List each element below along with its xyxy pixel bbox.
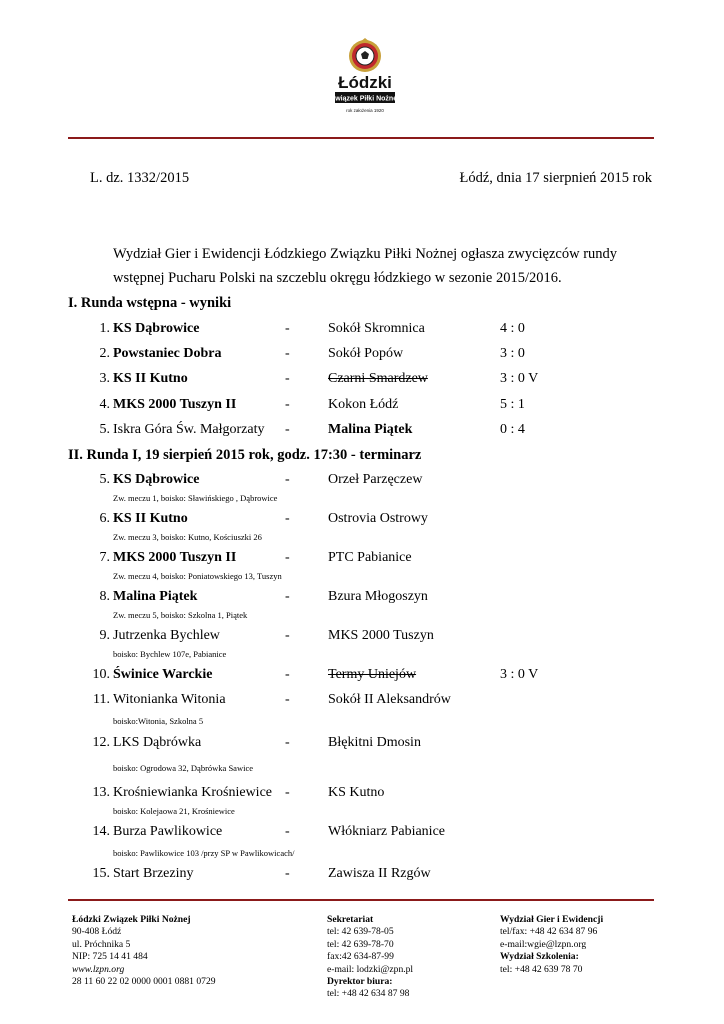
away-team: PTC Pabianice xyxy=(328,550,412,565)
separator-dash: - xyxy=(285,824,290,839)
venue-note: boisko:Witonia, Szkolna 5 xyxy=(113,716,204,726)
match-result: 3 : 0 xyxy=(500,346,525,361)
separator-dash: - xyxy=(285,397,290,412)
match-number: 11. xyxy=(93,692,110,707)
document-reference: L. dz. 1332/2015 xyxy=(90,170,190,186)
home-team: Witonianka Witonia xyxy=(113,692,226,707)
table-row xyxy=(0,511,724,529)
separator-dash: - xyxy=(285,667,290,682)
footer-org-name: Łódzki Związek Piłki Nożnej xyxy=(72,914,191,925)
home-team: Burza Pawlikowice xyxy=(113,824,223,839)
section-1-title: I. Runda wstępna - wyniki xyxy=(68,295,232,311)
home-team: MKS 2000 Tuszyn II xyxy=(113,550,237,565)
home-team: Malina Piątek xyxy=(113,589,198,604)
separator-dash: - xyxy=(285,422,290,437)
footer-address xyxy=(72,914,216,988)
table-row xyxy=(0,785,724,803)
home-team: Krośniewianka Krośniewice xyxy=(113,785,273,800)
home-team: LKS Dąbrówka xyxy=(113,735,202,750)
table-row xyxy=(0,824,724,842)
footer-email-link[interactable]: e-mail: lodzki@zpn.pl xyxy=(327,963,414,975)
home-team: MKS 2000 Tuszyn II xyxy=(113,397,237,412)
home-team: Start Brzeziny xyxy=(113,866,194,881)
logo-title: Łódzki xyxy=(338,73,392,92)
venue-note: Zw. meczu 4, boisko: Poniatowskiego 13, Tuszyn xyxy=(113,571,282,581)
away-team: Włókniarz Pabianice xyxy=(328,824,446,839)
match-number: 13. xyxy=(92,785,110,800)
separator-dash: - xyxy=(285,321,290,336)
table-row xyxy=(0,472,724,490)
match-number: 8. xyxy=(99,589,110,604)
footer-director-tel: tel: +48 42 634 87 98 xyxy=(327,988,410,1000)
match-number: 14. xyxy=(92,824,110,839)
header-rule xyxy=(68,137,654,139)
away-team: Termy Uniejów xyxy=(328,667,417,682)
home-team: KS II Kutno xyxy=(113,511,188,526)
footer-director-title: Dyrektor biura: xyxy=(327,976,393,988)
venue-note: boisko: Bychlew 107e, Pabianice xyxy=(113,649,227,659)
venue-note: Zw. meczu 5, boisko: Szkolna 1, Piątek xyxy=(113,610,248,620)
footer-secretariat xyxy=(327,914,413,1001)
table-row xyxy=(0,735,724,753)
away-team: Sokół Popów xyxy=(328,346,404,361)
footer-nip: NIP: 725 14 41 484 xyxy=(72,951,148,963)
logo-subtitle: Związek Piłki Nożnej xyxy=(330,95,400,103)
match-number: 3. xyxy=(99,371,110,386)
footer-tel-1: tel: 42 639-78-05 xyxy=(327,926,394,938)
venue-note: Zw. meczu 3, boisko: Kutno, Kościuszki 26 xyxy=(113,532,262,542)
footer-postal: 90-408 Łódź xyxy=(72,926,122,938)
footer-fax: fax:42 634-87-99 xyxy=(327,951,394,963)
intro-line-1: Wydział Gier i Ewidencji Łódzkiego Związku Piłki Nożnej ogłasza zwycięzców rundy xyxy=(113,246,618,262)
home-team: Świnice Warckie xyxy=(113,667,213,682)
away-team: Czarni Smardzew xyxy=(328,371,428,386)
table-row xyxy=(0,422,724,440)
home-team: Jutrzenka Bychlew xyxy=(113,628,220,643)
separator-dash: - xyxy=(285,550,290,565)
footer-rule xyxy=(68,899,654,901)
intro-line-2: wstępnej Pucharu Polski na szczeblu okręgu łódzkiego w sezonie 2015/2016. xyxy=(113,270,562,286)
table-row xyxy=(0,589,724,607)
away-team: KS Kutno xyxy=(328,785,385,800)
away-team: Malina Piątek xyxy=(328,422,413,437)
away-team: Kokon Łódź xyxy=(328,397,399,412)
match-result: 4 : 0 xyxy=(500,321,525,336)
document-date: Łódź, dnia 17 sierpnień 2015 rok xyxy=(459,170,652,186)
footer-training-title: Wydział Szkolenia: xyxy=(500,951,579,963)
separator-dash: - xyxy=(285,371,290,386)
match-number: 2. xyxy=(99,346,110,361)
match-number: 10. xyxy=(92,667,110,682)
match-number: 15. xyxy=(92,866,110,881)
home-team: KS Dąbrowice xyxy=(113,321,200,336)
match-number: 4. xyxy=(99,397,110,412)
venue-note: boisko: Pawlikowice 103 /przy SP w Pawlikowicach/ xyxy=(113,848,295,858)
match-number: 1. xyxy=(99,321,110,336)
table-row xyxy=(0,667,724,685)
table-row xyxy=(0,321,724,339)
venue-note: boisko: Kolejaowa 21, Krośniewice xyxy=(113,806,235,816)
table-row xyxy=(0,550,724,568)
away-team: Zawisza II Rzgów xyxy=(328,866,431,881)
separator-dash: - xyxy=(285,735,290,750)
away-team: Ostrovia Ostrowy xyxy=(328,511,428,526)
table-row xyxy=(0,371,724,389)
logo-small: rok założenia 1920 xyxy=(346,108,384,113)
home-team: KS II Kutno xyxy=(113,371,188,386)
footer-street: ul. Próchnika 5 xyxy=(72,938,131,950)
home-team: Iskra Góra Św. Małgorzaty xyxy=(113,422,265,437)
separator-dash: - xyxy=(285,785,290,800)
footer-website-link[interactable]: www.lzpn.org xyxy=(72,963,125,975)
match-result: 5 : 1 xyxy=(500,397,525,412)
separator-dash: - xyxy=(285,589,290,604)
footer-departments xyxy=(500,914,603,976)
separator-dash: - xyxy=(285,472,290,487)
match-number: 9. xyxy=(99,628,110,643)
home-team: Powstaniec Dobra xyxy=(113,346,222,361)
separator-dash: - xyxy=(285,628,290,643)
match-result: 3 : 0 V xyxy=(500,371,539,386)
separator-dash: - xyxy=(285,692,290,707)
section-2-title: II. Runda I, 19 sierpień 2015 rok, godz. 17:30 - terminarz xyxy=(68,447,422,463)
match-result: 3 : 0 V xyxy=(500,667,539,682)
away-team: MKS 2000 Tuszyn xyxy=(328,628,434,643)
separator-dash: - xyxy=(285,511,290,526)
table-row xyxy=(0,692,724,710)
footer-wgie-email-link[interactable]: e-mail:wgie@lzpn.org xyxy=(500,938,587,950)
match-number: 5. xyxy=(99,472,110,487)
table-row xyxy=(0,397,724,415)
footer-wgie-tel: tel/fax: +48 42 634 87 96 xyxy=(500,926,598,938)
away-team: Sokół II Aleksandrów xyxy=(328,692,451,707)
footer-account: 28 11 60 22 02 0000 0001 0881 0729 xyxy=(72,976,216,988)
footer-training-tel: tel: +48 42 639 78 70 xyxy=(500,963,583,975)
match-number: 7. xyxy=(99,550,110,565)
venue-note: Zw. meczu 1, boisko: Sławińskiego , Dąbrowice xyxy=(113,493,278,503)
lzpn-emblem-icon xyxy=(330,36,400,124)
lzpn-logo xyxy=(330,36,400,124)
home-team: KS Dąbrowice xyxy=(113,472,200,487)
match-number: 6. xyxy=(99,511,110,526)
match-number: 12. xyxy=(92,735,110,750)
away-team: Błękitni Dmosin xyxy=(328,735,421,750)
away-team: Bzura Młogoszyn xyxy=(328,589,428,604)
footer-secretariat-title: Sekretariat xyxy=(327,914,374,925)
match-result: 0 : 4 xyxy=(500,422,525,437)
separator-dash: - xyxy=(285,866,290,881)
match-number: 5. xyxy=(99,422,110,437)
venue-note: boisko: Ogrodowa 32, Dąbrówka Sawice xyxy=(113,763,253,773)
away-team: Orzeł Parzęczew xyxy=(328,472,423,487)
table-row xyxy=(0,866,724,884)
table-row xyxy=(0,346,724,364)
away-team: Sokół Skromnica xyxy=(328,321,425,336)
table-row xyxy=(0,628,724,646)
separator-dash: - xyxy=(285,346,290,361)
footer-tel-2: tel: 42 639-78-70 xyxy=(327,938,394,950)
footer-wgie-title: Wydział Gier i Ewidencji xyxy=(500,914,604,925)
